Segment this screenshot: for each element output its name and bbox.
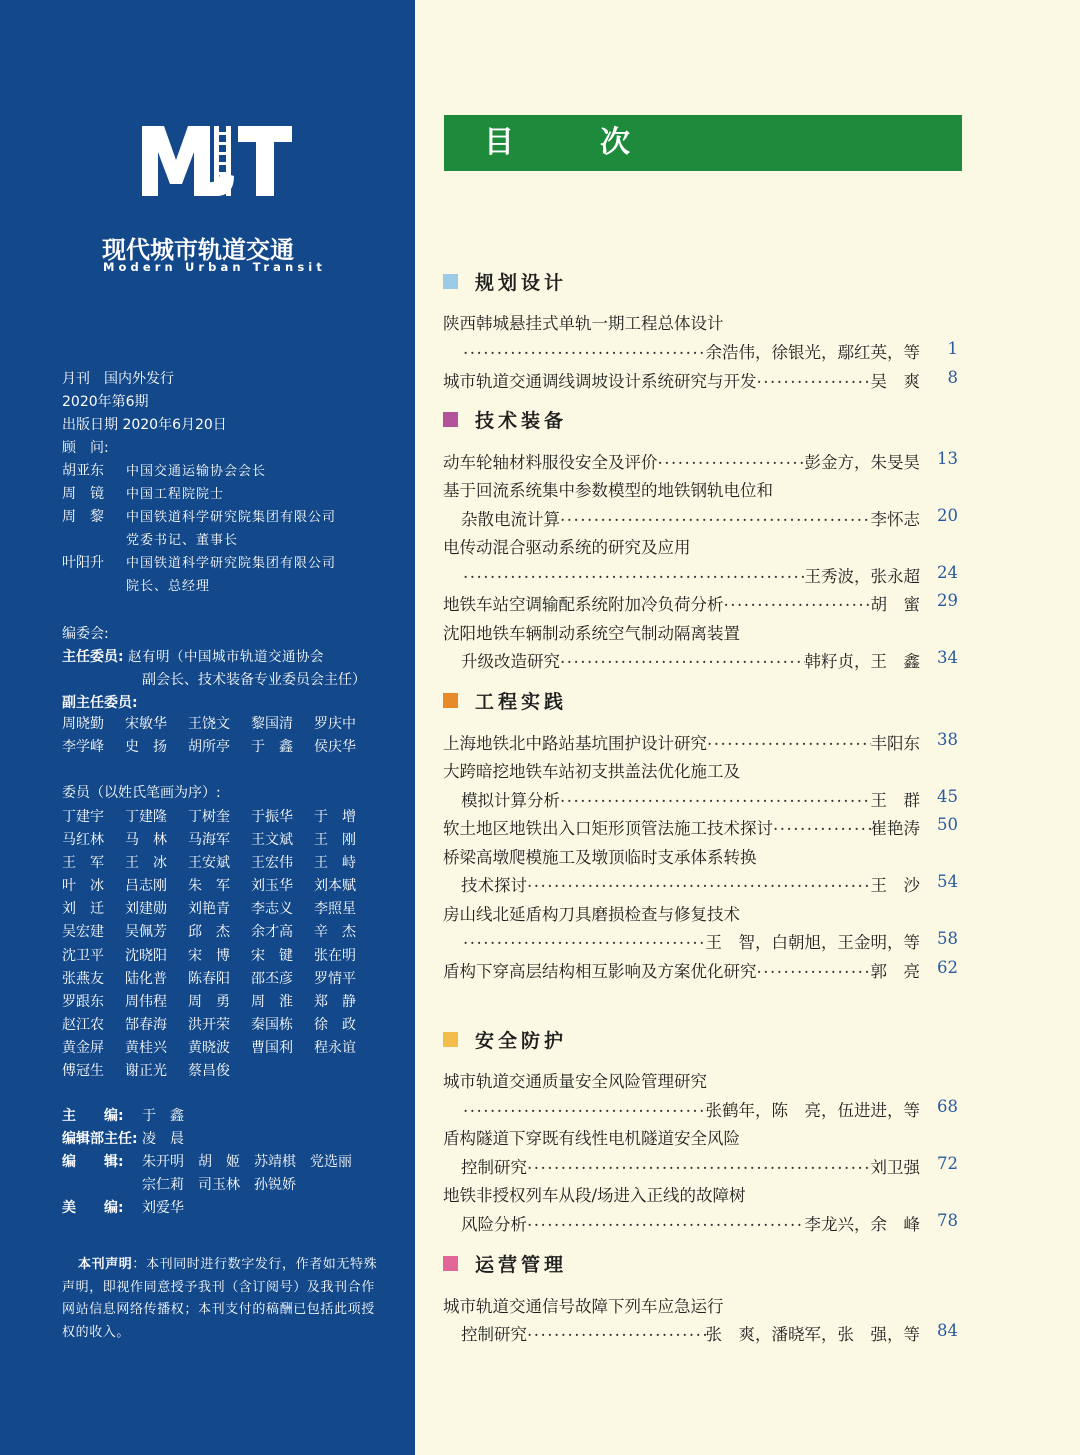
vice-director-name: 侯庆华 [314, 739, 356, 756]
leader-dots [773, 815, 871, 839]
toc-entry-line[interactable] [443, 648, 920, 672]
director-label: 主任委员: [62, 649, 124, 665]
members-row [62, 898, 392, 921]
dept-director-label: 编辑部主任: [62, 1131, 138, 1147]
toc-entry-authors: 王 沙 [870, 876, 920, 895]
section-marker-icon [443, 412, 458, 427]
frequency: 月刊 国内外发行 [62, 371, 174, 387]
toc-entry-line[interactable] [443, 1321, 920, 1345]
leader-dots [463, 339, 706, 363]
toc-header [444, 115, 962, 171]
section-marker-icon [443, 274, 458, 289]
advisor-title: 中国铁道科学研究院集团有限公司 [126, 510, 337, 525]
member-name: 郜春海 [125, 1016, 167, 1033]
section-title: 工程实践 [475, 690, 568, 713]
toc-entry-authors: 彭金方，朱旻昊 [804, 453, 920, 472]
member-name: 黄金屏 [62, 1039, 104, 1056]
member-name: 洪开荣 [188, 1016, 230, 1033]
toc-entry-title: 风险分析 [461, 1215, 527, 1234]
mjt-logo [140, 122, 294, 198]
member-name: 傅冠生 [62, 1063, 104, 1080]
member-name: 程永谊 [314, 1039, 356, 1056]
editors-block [62, 1106, 402, 1221]
editorial-board [62, 624, 402, 716]
vice-director-label: 副主任委员: [62, 695, 138, 711]
toc-entry-authors: 王 群 [870, 791, 920, 810]
toc-page-number[interactable]: 50 [937, 815, 958, 834]
toc-entry-title[interactable]: 盾构隧道下穿既有线性电机隧道安全风险 [443, 1129, 740, 1148]
leader-dots [658, 449, 805, 473]
member-name: 王 军 [62, 855, 104, 872]
toc-entry-title: 升级改造研究 [461, 652, 560, 671]
member-name: 宋 博 [188, 947, 230, 964]
section-title: 安全防护 [475, 1029, 568, 1052]
toc-entry-authors: 吴 爽 [870, 372, 920, 391]
toc-panel [415, 0, 1080, 1455]
logo-chinese-name: 现代城市轨道交通 [102, 236, 294, 264]
vice-director-name: 王饶文 [188, 716, 230, 732]
toc-page-number[interactable]: 78 [937, 1211, 958, 1230]
toc-entry-line[interactable] [443, 563, 920, 587]
issue-number: 2020年第6期 [62, 394, 149, 410]
member-name: 马 林 [125, 832, 167, 849]
member-name: 吴宏建 [62, 924, 104, 941]
member-name: 宋 键 [251, 947, 293, 964]
member-name: 吴佩芳 [125, 924, 167, 941]
member-name: 马红林 [62, 832, 104, 849]
publish-date: 出版日期 2020年6月20日 [62, 417, 227, 433]
leader-dots [757, 368, 871, 392]
art-editor-label: 美 编: [62, 1200, 124, 1216]
toc-entry-line[interactable] [443, 1097, 920, 1121]
member-name: 曹国利 [251, 1039, 293, 1056]
member-name: 罗跟东 [62, 993, 104, 1010]
director-name: 赵有明（中国城市轨道交通协会 [128, 649, 325, 665]
toc-entry-title[interactable]: 城市轨道交通质量安全风险管理研究 [443, 1072, 707, 1091]
leader-dots [527, 872, 871, 896]
toc-entry-title[interactable]: 房山线北延盾构刀具磨损检查与修复技术 [443, 905, 740, 924]
member-name: 于振华 [251, 809, 293, 825]
member-name: 周 淮 [251, 993, 293, 1010]
advisor-name: 周 镜 [62, 486, 104, 502]
board-label: 编委会: [62, 626, 109, 642]
toc-entry-authors: 郭 亮 [870, 962, 920, 981]
editors-label: 编 辑: [62, 1154, 124, 1170]
toc-entry-authors: 李龙兴，余 峰 [804, 1215, 920, 1234]
toc-page-number[interactable]: 58 [937, 929, 958, 948]
members-grid [62, 806, 392, 1083]
toc-page-number[interactable]: 24 [937, 563, 958, 582]
member-name: 郑 静 [314, 993, 356, 1010]
vice-director-name: 黎国清 [251, 716, 293, 732]
member-name: 黄晓波 [188, 1039, 230, 1056]
toc-page-number[interactable]: 45 [937, 787, 958, 806]
art-editor-name: 刘爱华 [142, 1200, 184, 1216]
toc-entry-line[interactable] [443, 591, 920, 615]
section-planning [443, 270, 567, 292]
toc-entry-authors: 丰阳东 [870, 734, 920, 753]
toc-entry-line[interactable] [443, 1211, 920, 1235]
leader-dots [463, 563, 805, 587]
vice-director-name: 罗庆中 [314, 716, 356, 732]
leader-dots [560, 648, 805, 672]
leader-dots [463, 929, 706, 953]
toc-entry-title: 盾构下穿高层结构相互影响及方案优化研究 [443, 962, 757, 981]
declaration-text: ：本刊同时进行数字发行，作者如无特殊声明，即视作同意授予我刊（含订阅号）及我刊合作网站信息网络传播权；本刊支付的稿酬已包括此项授权的收入。 [62, 1257, 378, 1340]
member-name: 于 增 [314, 809, 356, 825]
toc-page-number[interactable]: 54 [937, 872, 958, 891]
leader-dots [463, 1097, 706, 1121]
member-name: 丁树奎 [188, 809, 230, 825]
member-name: 邱 杰 [188, 924, 230, 941]
leader-dots [527, 1154, 871, 1178]
advisor-title: 中国工程院院士 [126, 487, 225, 502]
editors-names: 宗仁莉 司玉林 孙锐娇 [142, 1177, 296, 1193]
toc-entry-authors: 张鹤年，陈 亮，伍进进，等 [705, 1101, 920, 1120]
declaration-label: 本刊声明 [78, 1257, 133, 1272]
editors-names: 朱开明 胡 姬 苏靖棋 党选丽 [142, 1154, 352, 1170]
section-title: 运营管理 [475, 1253, 568, 1276]
toc-page-number[interactable]: 8 [947, 368, 958, 387]
member-name: 沈卫平 [62, 947, 104, 964]
toc-entry-title[interactable]: 城市轨道交通信号故障下列车应急运行 [443, 1297, 724, 1316]
member-name: 周 勇 [188, 993, 230, 1010]
leader-dots [560, 787, 871, 811]
member-name: 周伟程 [125, 993, 167, 1010]
toc-entry-title: 控制研究 [461, 1325, 527, 1344]
member-name: 蔡昌俊 [188, 1063, 230, 1080]
member-name: 朱 军 [188, 878, 230, 895]
issue-info [62, 369, 402, 599]
vice-director-name: 于 鑫 [251, 739, 293, 756]
toc-entry-title[interactable]: 地铁非授权列车从段/场进入正线的故障树 [443, 1186, 746, 1205]
toc-page-number[interactable]: 20 [937, 506, 958, 525]
advisor-name: 周 黎 [62, 509, 104, 525]
member-name: 李照星 [314, 901, 356, 918]
toc-title: 目 次 [484, 125, 658, 160]
toc-entry-line[interactable] [443, 368, 920, 392]
members-row [62, 806, 392, 829]
toc-entry-authors: 李怀志 [870, 510, 920, 529]
member-name: 罗情平 [314, 970, 356, 987]
members-label: 委员（以姓氏笔画为序）: [62, 785, 221, 801]
toc-page-number[interactable]: 29 [937, 591, 958, 610]
leader-dots [527, 1321, 706, 1345]
advisor-title: 党委书记、董事长 [126, 533, 239, 548]
member-name: 陈春阳 [188, 970, 230, 987]
toc-entry-line[interactable] [443, 449, 920, 473]
section-operations [443, 1252, 567, 1274]
advisor-title: 院长、总经理 [126, 579, 211, 594]
member-name: 秦国栋 [251, 1016, 293, 1033]
toc-entry-authors: 王 智，白朝旭，王金明，等 [705, 933, 920, 952]
advisor-name: 叶阳升 [62, 555, 104, 571]
member-name: 陆化普 [125, 970, 167, 987]
leader-dots [560, 506, 871, 530]
vice-director-name: 李学峰 [62, 739, 104, 756]
leader-dots [527, 1211, 805, 1235]
member-name: 刘本赋 [314, 878, 356, 895]
members-row [62, 875, 392, 898]
member-name: 王 冰 [125, 855, 167, 872]
member-name: 王安斌 [188, 855, 230, 872]
members-row [62, 921, 392, 944]
toc-entry-line[interactable] [443, 1154, 920, 1178]
toc-entry-title[interactable]: 基于回流系统集中参数模型的地铁钢轨电位和 [443, 481, 773, 500]
member-name: 刘艳青 [188, 901, 230, 918]
toc-entry-authors: 崔艳涛 [870, 819, 920, 838]
member-name: 王文斌 [251, 832, 293, 849]
leader-dots [724, 591, 871, 615]
advisor-name: 胡亚东 [62, 463, 104, 479]
leader-dots [757, 958, 871, 982]
vice-director-name: 周晓勤 [62, 716, 104, 732]
member-name: 丁建隆 [125, 809, 167, 825]
toc-entry-line[interactable] [443, 339, 920, 363]
masthead-panel [0, 0, 415, 1455]
section-marker-icon [443, 693, 458, 708]
members-row [62, 968, 392, 991]
members-row [62, 1037, 392, 1060]
chief-editor-name: 于 鑫 [142, 1108, 184, 1124]
member-name: 叶 冰 [62, 878, 104, 895]
toc-entry-title: 软土地区地铁出入口矩形顶管法施工技术探讨 [443, 819, 773, 838]
member-name: 王宏伟 [251, 855, 293, 872]
toc-page-number[interactable]: 84 [937, 1321, 958, 1340]
vice-director-name: 胡所亭 [188, 739, 230, 756]
toc-page-number[interactable]: 1 [947, 339, 958, 358]
members-row [62, 991, 392, 1014]
toc-entry-authors: 韩籽贞，王 鑫 [804, 652, 920, 671]
toc-entry-line[interactable] [443, 787, 920, 811]
toc-entry-title[interactable]: 沈阳地铁车辆制动系统空气制动隔离装置 [443, 624, 740, 643]
toc-entry-title: 地铁车站空调输配系统附加冷负荷分析 [443, 595, 724, 614]
members-row [62, 852, 392, 875]
toc-page-number[interactable]: 13 [937, 449, 958, 468]
toc-entry-line[interactable] [443, 506, 920, 530]
toc-page-number[interactable]: 68 [937, 1097, 958, 1116]
member-name: 谢正光 [125, 1063, 167, 1080]
member-name: 李志义 [251, 901, 293, 918]
toc-entry-authors: 胡 蜜 [870, 595, 920, 614]
toc-entry-authors: 余浩伟，徐银光，鄢红英，等 [705, 343, 920, 362]
dept-director-name: 凌 晨 [142, 1131, 184, 1147]
toc-entry-line[interactable] [443, 958, 920, 982]
leader-dots [707, 730, 871, 754]
advisors-label: 顾 问: [62, 440, 109, 456]
member-name: 黄桂兴 [125, 1039, 167, 1056]
toc-page-number[interactable]: 34 [937, 648, 958, 667]
member-name: 沈晓阳 [125, 947, 167, 964]
toc-entry-title: 技术探讨 [461, 876, 527, 895]
section-safety [443, 1028, 567, 1050]
vice-director-name: 史 扬 [125, 739, 167, 756]
advisor-title: 中国交通运输协会会长 [126, 464, 267, 479]
section-title: 技术装备 [475, 409, 568, 432]
toc-entry-line[interactable] [443, 929, 920, 953]
toc-entry-title[interactable]: 电传动混合驱动系统的研究及应用 [443, 538, 691, 557]
member-name: 王 刚 [314, 832, 356, 849]
member-name: 张燕友 [62, 970, 104, 987]
toc-entry-title[interactable]: 桥梁高墩爬模施工及墩顶临时支承体系转换 [443, 848, 757, 867]
member-name: 徐 政 [314, 1016, 356, 1033]
members-row [62, 1014, 392, 1037]
member-name: 辛 杰 [314, 924, 356, 941]
toc-page-number[interactable]: 38 [937, 730, 958, 749]
toc-entry-authors: 张 爽，潘晓军，张 强，等 [705, 1325, 920, 1344]
member-name: 张在明 [314, 947, 356, 964]
section-marker-icon [443, 1032, 458, 1047]
section-title: 规划设计 [475, 271, 568, 294]
member-name: 丁建宇 [62, 809, 104, 825]
member-name: 刘玉华 [251, 878, 293, 895]
director-title: 副会长、技术装备专业委员会主任） [142, 672, 366, 688]
toc-entry-authors: 王秀波，张永超 [804, 567, 920, 586]
toc-entry-line[interactable] [443, 815, 920, 839]
vice-director-name: 宋敏华 [125, 716, 167, 732]
member-name: 王 峙 [314, 855, 356, 872]
toc-entry-title: 控制研究 [461, 1158, 527, 1177]
member-name: 赵江农 [62, 1016, 104, 1033]
advisor-title: 中国铁道科学研究院集团有限公司 [126, 556, 337, 571]
members-row [62, 1060, 392, 1083]
toc-entry-title: 动车轮轴材料服役安全及评价 [443, 453, 658, 472]
member-name: 余才高 [251, 924, 293, 941]
chief-editor-label: 主 编: [62, 1108, 124, 1124]
member-name: 刘 迁 [62, 901, 104, 918]
members-row [62, 945, 392, 968]
toc-entry-title[interactable]: 大跨暗挖地铁车站初支拱盖法优化施工及 [443, 762, 740, 781]
member-name: 刘建勋 [125, 901, 167, 918]
section-marker-icon [443, 1256, 458, 1271]
member-name: 吕志刚 [125, 878, 167, 895]
toc-entry-title[interactable]: 陕西韩城悬挂式单轨一期工程总体设计 [443, 314, 724, 333]
toc-entry-line[interactable] [443, 872, 920, 896]
section-engineering [443, 689, 567, 711]
toc-entry-title: 城市轨道交通调线调坡设计系统研究与开发 [443, 372, 757, 391]
toc-entry-title: 上海地铁北中路站基坑围护设计研究 [443, 734, 707, 753]
vice-director-grid [62, 713, 392, 759]
toc-page-number[interactable]: 62 [937, 958, 958, 977]
toc-page-number[interactable]: 72 [937, 1154, 958, 1173]
section-equipment [443, 408, 567, 430]
toc-entry-title: 杂散电流计算 [461, 510, 560, 529]
members-row [62, 829, 392, 852]
toc-entry-line[interactable] [443, 730, 920, 754]
member-name: 邵丕彦 [251, 970, 293, 987]
member-name: 马海军 [188, 832, 230, 849]
logo-english-name: Modern Urban Transit [103, 260, 326, 274]
toc-entry-title: 模拟计算分析 [461, 791, 560, 810]
toc-entry-authors: 刘卫强 [870, 1158, 920, 1177]
copyright-declaration [62, 1254, 387, 1344]
